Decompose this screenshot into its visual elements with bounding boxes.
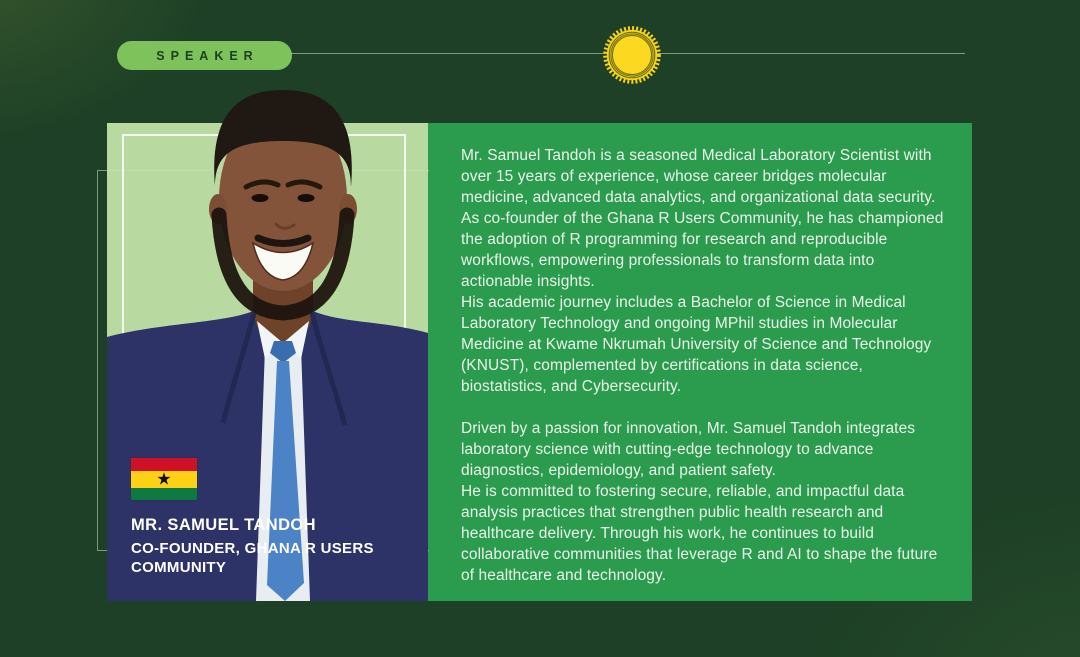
bio-paragraph: He is committed to fostering secure, reliable, and impactful data analysis practices that strengthen public health research and healthcare delivery. Through his work, he continues to build collaborative communities that leverage R and AI to shape the future of healthcare and technology. bbox=[461, 483, 938, 584]
speaker-title: CO-FOUNDER, GHANA R USERS COMMUNITY bbox=[131, 540, 374, 576]
ghana-flag bbox=[131, 458, 197, 500]
flag-gold-stripe bbox=[131, 471, 197, 488]
speaker-badge-label: SPEAKER bbox=[156, 48, 259, 63]
bio-paragraph: Mr. Samuel Tandoh is a seasoned Medical Laboratory Scientist with over 15 years of experience, whose career bridges molecular medicine, advanced data analytics, and organizational data security. As co-founder of the Ghana R Users Community, he has championed the adoption of R programming for research and reproducible workflows, empowering professionals to transform data into actionable insights. bbox=[461, 147, 944, 290]
gold-rosette-seal-icon bbox=[601, 24, 663, 86]
speaker-name: MR. SAMUEL TANDOH bbox=[131, 516, 316, 534]
speaker-bio bbox=[461, 145, 950, 586]
bio-paragraph: His academic journey includes a Bachelor of Science in Medical Laboratory Technology and ongoing MPhil studies in Molecular Medicine at Kwame Nkrumah University of Science and Technology (KNUST), complemented by certifications in data science, biostatistics, and Cybersecurity. bbox=[461, 294, 932, 395]
flag-black-star: ★ bbox=[156, 469, 172, 488]
bio-paragraph: Driven by a passion for innovation, Mr. Samuel Tandoh integrates laboratory science with cutting-edge technology to advance diagnostics, epidemiology, and patient safety. bbox=[461, 420, 916, 479]
speaker-badge bbox=[117, 41, 292, 70]
speaker-name-block bbox=[131, 514, 416, 577]
flag-green-stripe bbox=[131, 488, 197, 501]
